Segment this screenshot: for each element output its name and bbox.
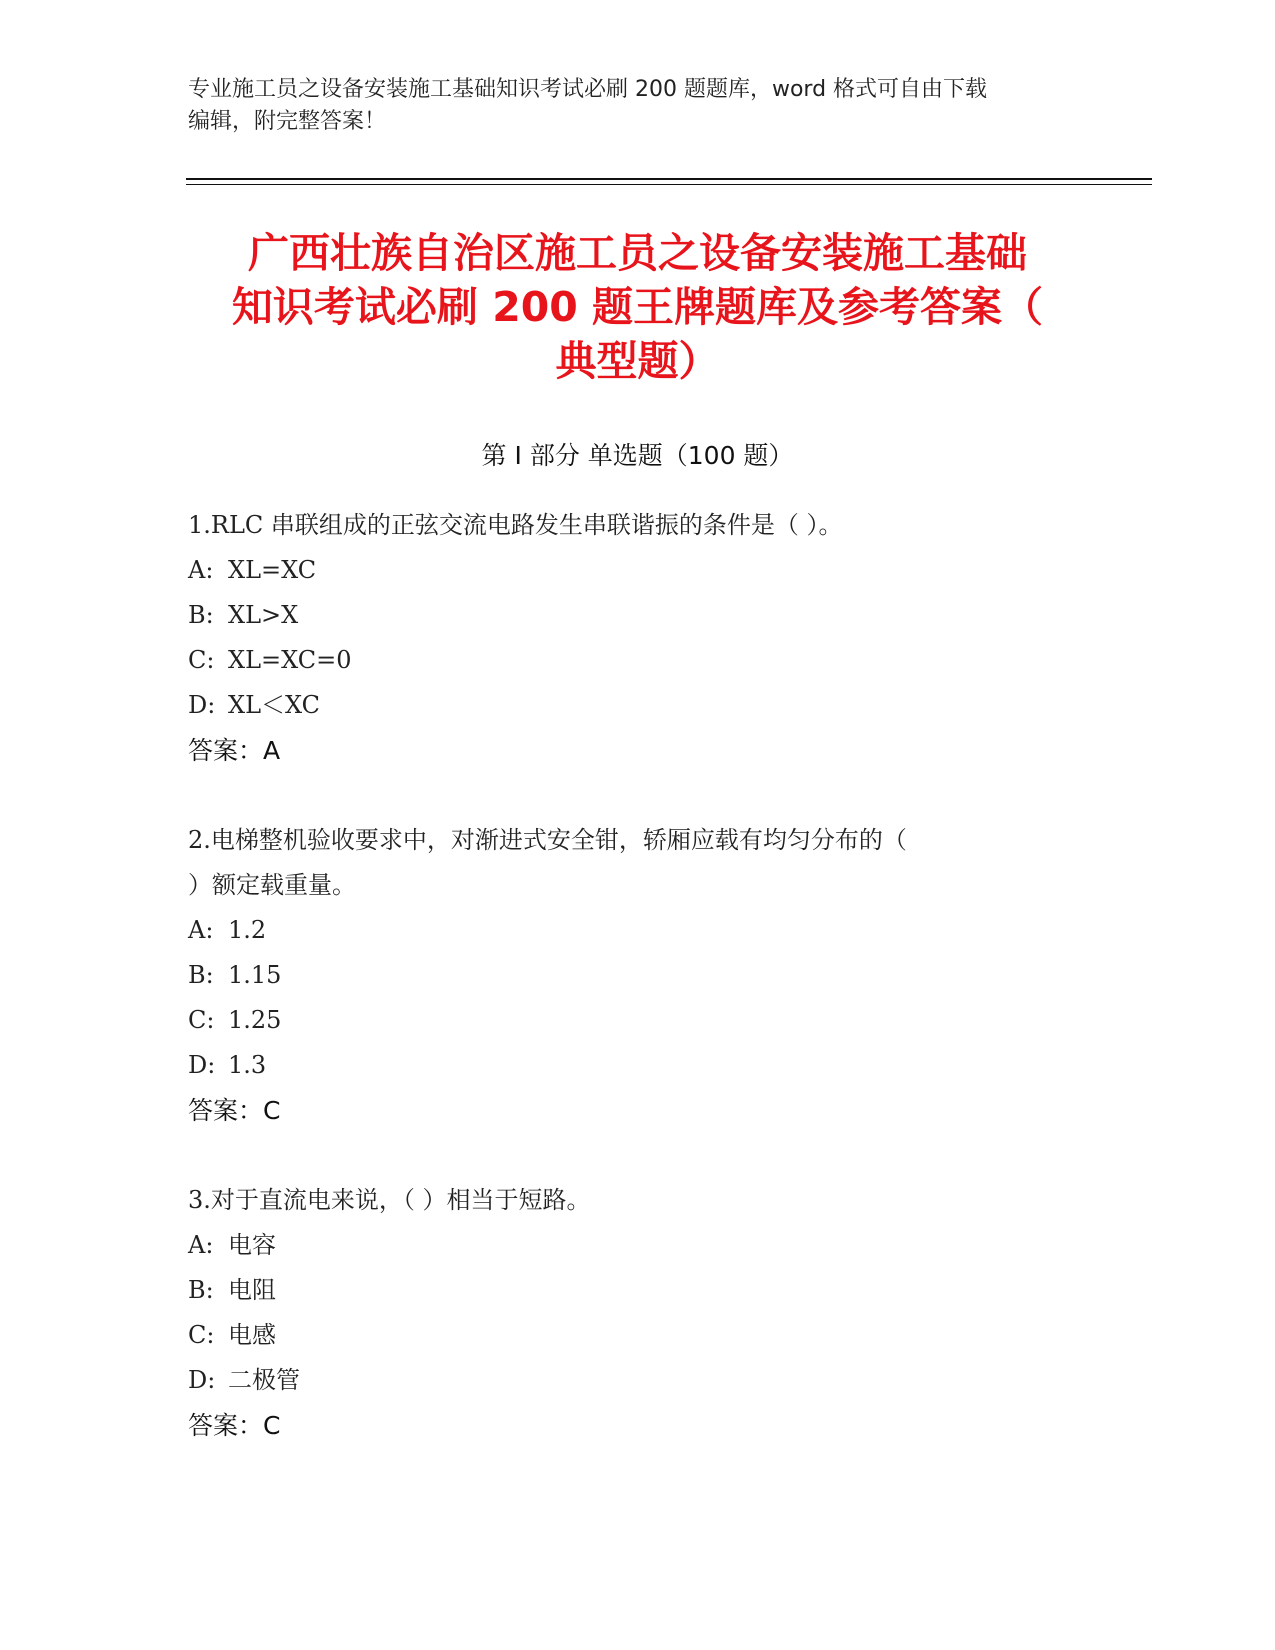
header-note-line-2: 编辑，附完整答案！ [188, 109, 387, 134]
section-heading: 第 I 部分 单选题（100 题） [481, 441, 794, 470]
question-text: 1.RLC 串联组成的正弦交流电路发生串联谐振的条件是（ ）。 [188, 511, 843, 539]
option-c [188, 638, 1088, 683]
answer-line: 答案：A [188, 736, 281, 765]
option-text: 二极管 [228, 1366, 300, 1394]
option-letter: A: [188, 556, 214, 584]
option-letter: C: [188, 1006, 215, 1034]
option-letter: A: [188, 916, 214, 944]
option-text: 1.25 [228, 1006, 282, 1034]
option-text: 1.3 [228, 1051, 267, 1079]
option-letter: C: [188, 646, 215, 674]
option-d [188, 683, 1088, 728]
option-text: 1.2 [228, 916, 267, 944]
option-letter: B: [188, 1276, 214, 1304]
option-text: 1.15 [228, 961, 282, 989]
question-text: 3.对于直流电来说，（ ）相当于短路。 [188, 1186, 591, 1214]
option-a [188, 1223, 1088, 1268]
document-title-line-1: 广西壮族自治区施工员之设备安装施工基础 [248, 229, 1027, 277]
option-text: XL=XC [228, 556, 317, 584]
option-a [188, 908, 1088, 953]
question-3 [188, 1178, 1088, 1448]
option-text: XL=XC=0 [228, 646, 352, 674]
question-2 [188, 818, 1088, 1133]
option-b [188, 593, 1088, 638]
option-letter: D: [188, 691, 216, 719]
option-a [188, 548, 1088, 593]
option-c [188, 1313, 1088, 1358]
option-c [188, 998, 1088, 1043]
document-title-line-3: 典型题） [555, 337, 720, 385]
option-text: 电容 [228, 1231, 276, 1259]
document-title-line-2: 知识考试必刷 200 题王牌题库及参考答案（ [231, 283, 1044, 331]
option-d [188, 1358, 1088, 1403]
option-letter: C: [188, 1321, 215, 1349]
option-text: XL＜XC [228, 691, 321, 719]
option-letter: D: [188, 1051, 216, 1079]
document-title [150, 226, 1125, 388]
question-1 [188, 503, 1088, 773]
option-letter: A: [188, 1231, 214, 1259]
option-text: 电阻 [228, 1276, 276, 1304]
header-divider-thin [186, 184, 1152, 185]
header-note [188, 74, 1068, 138]
header-note-line-1: 专业施工员之设备安装施工基础知识考试必刷 200 题题库，word 格式可自由下载 [188, 77, 988, 102]
option-b [188, 1268, 1088, 1313]
option-letter: B: [188, 961, 214, 989]
answer-line: 答案：C [188, 1096, 281, 1125]
option-b [188, 953, 1088, 998]
option-d [188, 1043, 1088, 1088]
answer-line: 答案：C [188, 1411, 281, 1440]
option-letter: B: [188, 601, 214, 629]
question-text: 2.电梯整机验收要求中，对渐进式安全钳，轿厢应载有均匀分布的（ [188, 826, 907, 854]
question-text-continued: ）额定载重量。 [188, 871, 356, 899]
header-divider-thick [186, 178, 1152, 180]
option-text: XL>X [228, 601, 299, 629]
option-letter: D: [188, 1366, 216, 1394]
option-text: 电感 [228, 1321, 276, 1349]
